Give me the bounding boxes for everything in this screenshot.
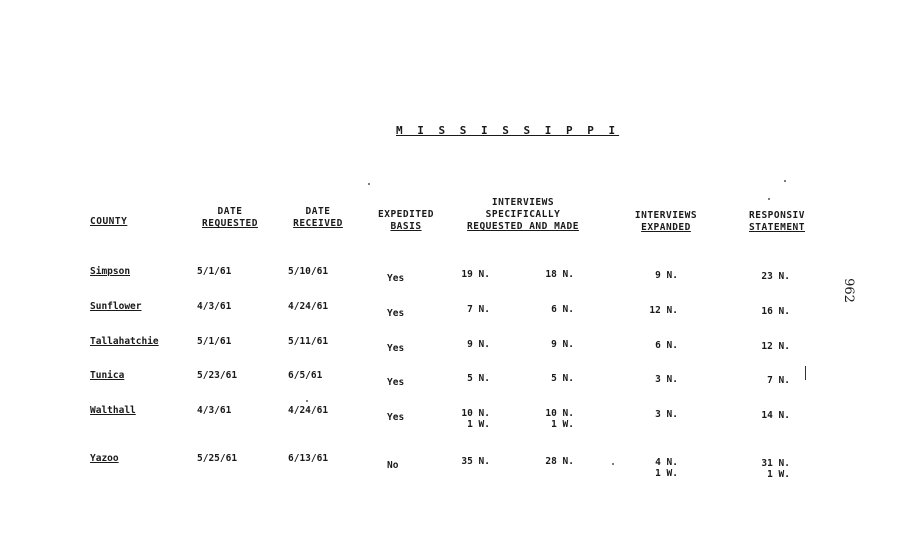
date-received-cell: 5/10/61 <box>288 266 329 277</box>
header-date-received: DATE RECEIVED <box>293 206 343 229</box>
cell-line: 35 N. <box>461 456 490 467</box>
date-received-cell: 5/11/61 <box>288 336 329 347</box>
interviews-made-cell <box>534 304 574 315</box>
county-cell: Sunflower <box>90 301 142 312</box>
scan-mark <box>805 366 806 380</box>
expedited-cell: Yes <box>387 308 405 319</box>
responsive-cell <box>750 271 790 282</box>
cell-line: 9 N. <box>467 339 490 350</box>
header-county: COUNTY <box>90 216 128 227</box>
state-title: M I S S I S S I P P I <box>396 124 620 137</box>
scan-speck <box>368 183 370 185</box>
cell-line: 18 N. <box>545 269 574 280</box>
date-received-cell: 6/5/61 <box>288 370 323 381</box>
interviews-requested-cell <box>450 373 490 384</box>
scan-speck <box>768 198 770 200</box>
date-received-cell: 6/13/61 <box>288 453 329 464</box>
header-responsive-statements: RESPONSIV STATEMENT <box>749 210 805 233</box>
cell-line: 7 N. <box>767 375 790 386</box>
cell-line: 14 N. <box>761 410 790 421</box>
date-requested-cell: 4/3/61 <box>197 301 232 312</box>
date-requested-cell: 5/23/61 <box>197 370 238 381</box>
cell-line: 6 N. <box>655 340 678 351</box>
header-interviews-specifically: INTERVIEWS SPECIFICALLY REQUESTED AND MADE <box>467 197 579 232</box>
interviews-expanded-cell <box>638 374 678 385</box>
responsive-cell <box>750 458 790 480</box>
date-requested-cell: 5/1/61 <box>197 266 232 277</box>
scan-speck <box>784 180 786 182</box>
expedited-cell: Yes <box>387 377 405 388</box>
expedited-cell: Yes <box>387 273 405 284</box>
cell-line: 9 N. <box>655 270 678 281</box>
cell-line: 31 N. <box>761 458 790 469</box>
county-cell: Tunica <box>90 370 125 381</box>
cell-line: 10 N. <box>461 408 490 419</box>
interviews-made-cell <box>534 456 574 467</box>
county-cell: Yazoo <box>90 453 119 464</box>
cell-line: 5 N. <box>551 373 574 384</box>
interviews-requested-cell <box>450 269 490 280</box>
interviews-made-cell <box>534 269 574 280</box>
cell-line: 1 W. <box>767 469 790 480</box>
cell-line: 7 N. <box>467 304 490 315</box>
date-received-cell: 4/24/61 <box>288 405 329 416</box>
interviews-requested-cell <box>450 456 490 467</box>
cell-line: 12 N. <box>649 305 678 316</box>
interviews-expanded-cell <box>638 409 678 420</box>
county-cell: Tallahatchie <box>90 336 159 347</box>
cell-line: 5 N. <box>467 373 490 384</box>
header-interviews-expanded: INTERVIEWS EXPANDED <box>634 210 698 233</box>
interviews-requested-cell <box>450 339 490 350</box>
cell-line: 19 N. <box>461 269 490 280</box>
interviews-made-cell <box>534 408 574 430</box>
cell-line: 3 N. <box>655 374 678 385</box>
responsive-cell <box>750 306 790 317</box>
header-date-requested: DATE REQUESTED <box>202 206 258 229</box>
scan-speck <box>306 400 308 402</box>
page-number: 962 <box>840 278 856 303</box>
date-requested-cell: 5/25/61 <box>197 453 238 464</box>
county-cell: Walthall <box>90 405 136 416</box>
interviews-expanded-cell <box>638 457 678 479</box>
cell-line: 3 N. <box>655 409 678 420</box>
responsive-cell <box>750 375 790 386</box>
responsive-cell <box>750 410 790 421</box>
cell-line: 10 N. <box>545 408 574 419</box>
date-requested-cell: 4/3/61 <box>197 405 232 416</box>
responsive-cell <box>750 341 790 352</box>
cell-line: 9 N. <box>551 339 574 350</box>
interviews-expanded-cell <box>638 305 678 316</box>
cell-line: 6 N. <box>551 304 574 315</box>
cell-line: 1 W. <box>467 419 490 430</box>
interviews-expanded-cell <box>638 340 678 351</box>
county-cell: Simpson <box>90 266 131 277</box>
cell-line: 1 W. <box>551 419 574 430</box>
interviews-requested-cell <box>450 304 490 315</box>
header-expedited-basis: EXPEDITED BASIS <box>378 209 434 232</box>
cell-line: 23 N. <box>761 271 790 282</box>
cell-line: 28 N. <box>545 456 574 467</box>
date-received-cell: 4/24/61 <box>288 301 329 312</box>
expedited-cell: No <box>387 460 399 471</box>
cell-line: 1 W. <box>655 468 678 479</box>
cell-line: 4 N. <box>655 457 678 468</box>
interviews-expanded-cell <box>638 270 678 281</box>
interviews-made-cell <box>534 373 574 384</box>
cell-line: 12 N. <box>761 341 790 352</box>
scan-speck <box>612 463 614 465</box>
date-requested-cell: 5/1/61 <box>197 336 232 347</box>
cell-line: 16 N. <box>761 306 790 317</box>
interviews-requested-cell <box>450 408 490 430</box>
expedited-cell: Yes <box>387 343 405 354</box>
interviews-made-cell <box>534 339 574 350</box>
expedited-cell: Yes <box>387 412 405 423</box>
